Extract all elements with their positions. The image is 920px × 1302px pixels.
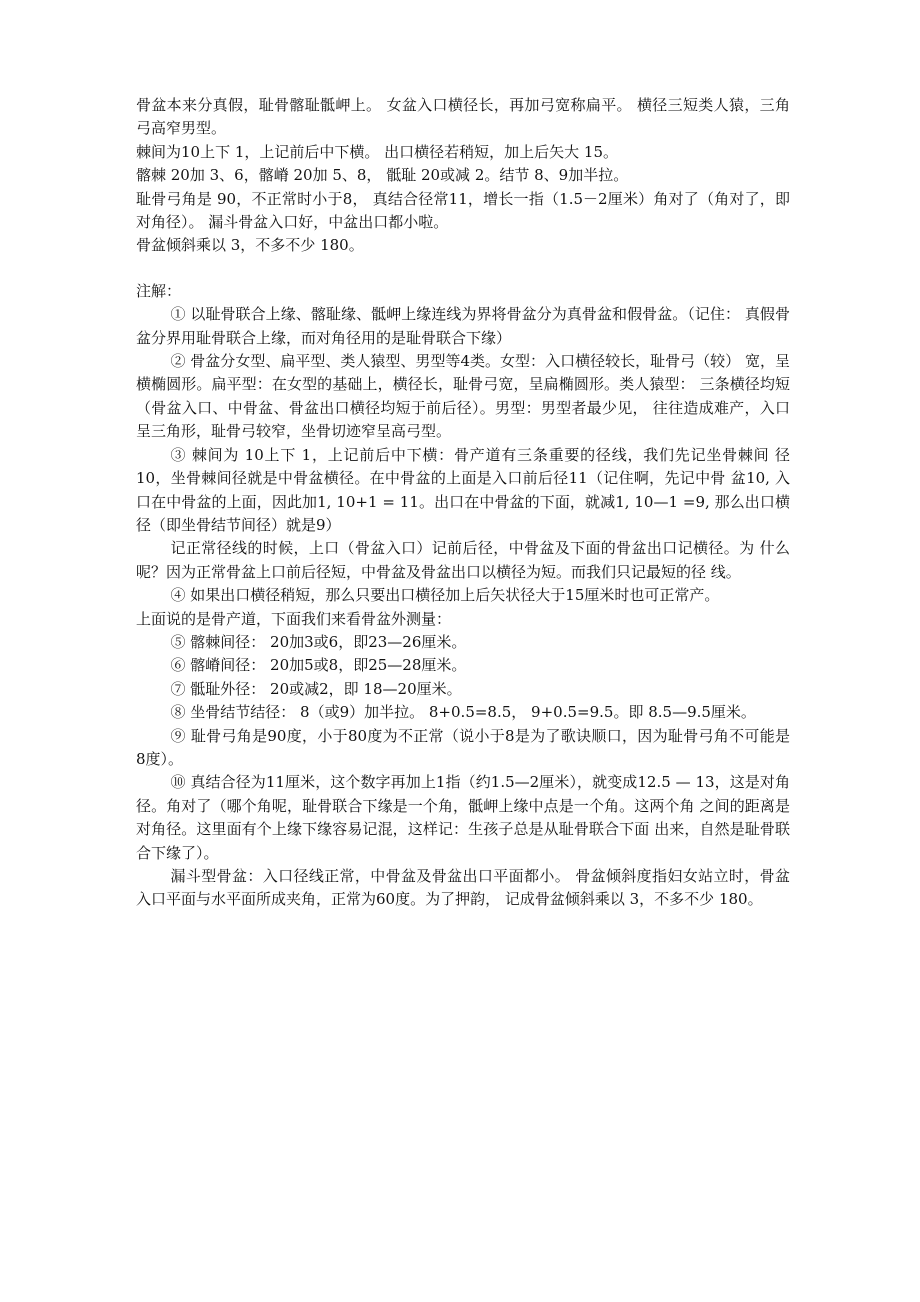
section-gap bbox=[136, 258, 790, 280]
note-paragraph-3: ③ 棘间为 10上下 1，上记前后中下横：骨产道有三条重要的径线，我们先记坐骨棘间 径 10，坐骨棘间径就是中骨盆横径。在中骨盆的上面是入口前后径11（记住啊，先记中骨 盆10, 入口在中骨盆的上面，因此加1, 10+1 = 11。出口在中骨盆的下面，就减1, 10—1 =9, 那么出口横径（即坐骨结节间径）就是9） bbox=[136, 445, 790, 534]
note-paragraph-4: 记正常径线的时候，上口（骨盆入口）记前后径，中骨盆及下面的骨盆出口记横径。为 什么呢？因为正常骨盆上口前后径短，中骨盆及骨盆出口以横径为短。而我们只记最短的径 线。 bbox=[136, 539, 790, 581]
outer-measure-intro: 上面说的是骨产道，下面我们来看骨盆外测量： bbox=[136, 609, 452, 628]
verse-line-1: 骨盆本来分真假，耻骨髂耻骶岬上。 女盆入口横径长，再加弓宽称扁平。 横径三短类人猿，三角弓高窄男型。 bbox=[136, 96, 790, 138]
mnemonic-verse bbox=[136, 94, 790, 258]
verse-line-3: 髂棘 20加 3、6，髂嵴 20加 5、8， 骶耻 20或减 2。结节 8、9加半拉。 bbox=[136, 166, 629, 185]
verse-line-5: 骨盆倾斜乘以 3，不多不少 180。 bbox=[136, 236, 364, 255]
verse-line-4: 耻骨弓角是 90，不正常时小于8， 真结合径常11，增长一指（1.5－2厘米）角对了（角对了，即对角径）。 漏斗骨盆入口好，中盆出口都小啦。 bbox=[136, 189, 790, 232]
note-paragraph-2: ② 骨盆分女型、扁平型、类人猿型、男型等4类。女型：入口横径较长，耻骨弓（较） 宽，呈横椭圆形。扁平型：在女型的基础上，横径长，耻骨弓宽，呈扁椭圆形。类人猿型： 三条横径均短（骨盆入口、中骨盆、骨盆出口横径均短于前后径）。男型：男型者最少见， 往往造成难产，入口呈三角形，耻骨弓较窄，坐骨切迹窄呈高弓型。 bbox=[136, 352, 790, 441]
measure-item-8: ⑧ 坐骨结节结径： 8（或9）加半拉。 8+0.5=8.5， 9+0.5=9.5。即 8.5—9.5厘米。 bbox=[170, 703, 756, 722]
verse-line-2: 棘间为10上下 1，上记前后中下横。 出口横径若稍短，加上后矢大 15。 bbox=[136, 142, 619, 161]
notes-heading: 注解： bbox=[136, 281, 182, 300]
page-content bbox=[136, 94, 790, 912]
note-paragraph-1: ① 以耻骨联合上缘、髂耻缘、骶岬上缘连线为界将骨盆分为真骨盆和假骨盆。（记住： 真假骨盆分界用耻骨联合上缘，而对角径用的是耻骨联合下缘） bbox=[136, 305, 790, 347]
measure-item-5: ⑤ 髂棘间径： 20加3或6，即23—26厘米。 bbox=[170, 632, 467, 651]
measures-section bbox=[136, 631, 790, 912]
measure-item-10: ⑩ 真结合径为11厘米，这个数字再加上1指（约1.5—2厘米），就变成12.5 — 13，这是对角径。角对了（哪个角呢，耻骨联合下缘是一个角，骶岬上缘中点是一个角。这两个角 之间的距离是对角径。这里面有个上缘下缘容易记混，这样记：生孩子总是从耻骨联合下面 出来，自然是耻骨联合下缘了）。 bbox=[136, 773, 790, 862]
note-paragraph-5: ④ 如果出口横径稍短，那么只要出口横径加上后矢状径大于15厘米时也可正常产。 bbox=[170, 586, 720, 605]
funnel-pelvis-note: 漏斗型骨盆：入口径线正常，中骨盆及骨盆出口平面都小。 骨盆倾斜度指妇女站立时，骨盆入口平面与水平面所成夹角，正常为60度。为了押韵， 记成骨盆倾斜乘以 3，不多不少 180。 bbox=[136, 867, 790, 909]
measure-item-7: ⑦ 骶耻外径： 20或减2，即 18—20厘米。 bbox=[170, 679, 462, 698]
measure-item-9: ⑨ 耻骨弓角是90度，小于80度为不正常（说小于8是为了歌诀顺口，因为耻骨弓角不可能是 8度）。 bbox=[136, 726, 790, 768]
measure-item-6: ⑥ 髂嵴间径： 20加5或8，即25—28厘米。 bbox=[170, 656, 467, 675]
notes-section bbox=[136, 303, 790, 631]
